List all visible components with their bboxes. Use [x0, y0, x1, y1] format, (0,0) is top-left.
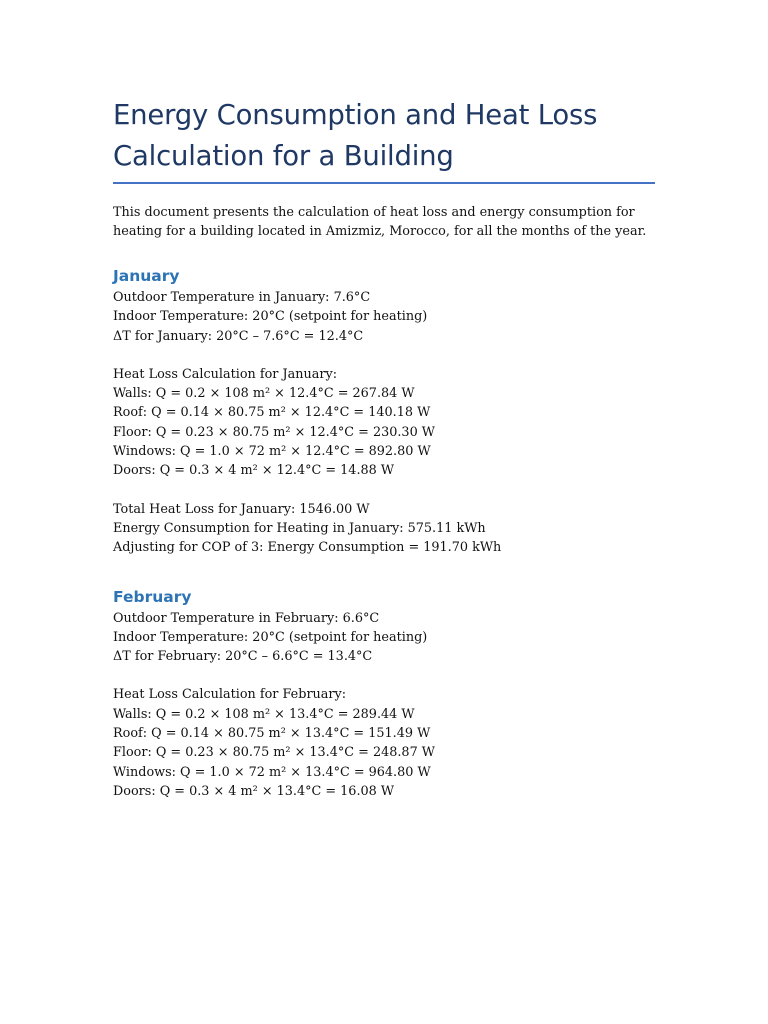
section-heading-february: February: [113, 587, 192, 606]
february-outdoor-temperature: Outdoor Temperature in February: 6.6°C: [113, 610, 380, 626]
document-title: [113, 95, 655, 177]
january-temperature-block: [113, 288, 655, 346]
january-doors-loss: Doors: Q = 0.3 × 4 m² × 12.4°C = 14.88 W: [113, 463, 395, 479]
january-outdoor-temperature: Outdoor Temperature in January: 7.6°C: [113, 290, 371, 305]
january-windows-loss: Windows: Q = 1.0 × 72 m² × 12.4°C = 892.80 W: [113, 444, 431, 460]
february-indoor-temperature: Indoor Temperature: 20°C (setpoint for heating): [113, 629, 428, 645]
february-doors-loss: Doors: Q = 0.3 × 4 m² × 13.4°C = 16.08 W: [113, 783, 395, 799]
january-delta-t: ΔT for January: 20°C – 7.6°C = 12.4°C: [113, 328, 364, 344]
january-roof-loss: Roof: Q = 0.14 × 80.75 m² × 12.4°C = 140.18 W: [113, 405, 431, 421]
february-roof-loss: Roof: Q = 0.14 × 80.75 m² × 13.4°C = 151.49 W: [113, 726, 431, 742]
february-temperature-block: [113, 609, 655, 667]
january-heat-loss-block: [113, 365, 655, 481]
january-total-heat-loss: Total Heat Loss for January: 1546.00 W: [113, 501, 370, 517]
february-delta-t: ΔT for February: 20°C – 6.6°C = 13.4°C: [113, 649, 373, 665]
document-body: [113, 95, 655, 801]
title-underline: [113, 182, 655, 184]
january-walls-loss: Walls: Q = 0.2 × 108 m² × 12.4°C = 267.84 W: [113, 386, 415, 402]
section-heading-january: January: [113, 267, 180, 285]
january-heat-loss-heading: Heat Loss Calculation for January:: [113, 366, 338, 382]
february-walls-loss: Walls: Q = 0.2 × 108 m² × 13.4°C = 289.44 W: [113, 706, 415, 722]
title-line-2: Calculation for a Building: [113, 140, 454, 172]
january-totals-block: [113, 500, 655, 558]
january-floor-loss: Floor: Q = 0.23 × 80.75 m² × 12.4°C = 230.30 W: [113, 424, 435, 440]
intro-paragraph: This document presents the calculation of heat loss and energy consumption for heating for a building located in Amizmiz, Morocco, for all the months of the year.: [113, 205, 647, 239]
january-energy-consumption: Energy Consumption for Heating in January: 575.11 kWh: [113, 520, 486, 536]
february-floor-loss: Floor: Q = 0.23 × 80.75 m² × 13.4°C = 248.87 W: [113, 745, 435, 761]
february-windows-loss: Windows: Q = 1.0 × 72 m² × 13.4°C = 964.80 W: [113, 764, 431, 780]
january-indoor-temperature: Indoor Temperature: 20°C (setpoint for heating): [113, 309, 428, 325]
february-heat-loss-block: [113, 685, 655, 801]
january-cop-adjusted-consumption: Adjusting for COP of 3: Energy Consumption = 191.70 kWh: [113, 540, 502, 556]
title-line-1: Energy Consumption and Heat Loss: [113, 99, 598, 131]
february-heat-loss-heading: Heat Loss Calculation for February:: [113, 687, 347, 703]
